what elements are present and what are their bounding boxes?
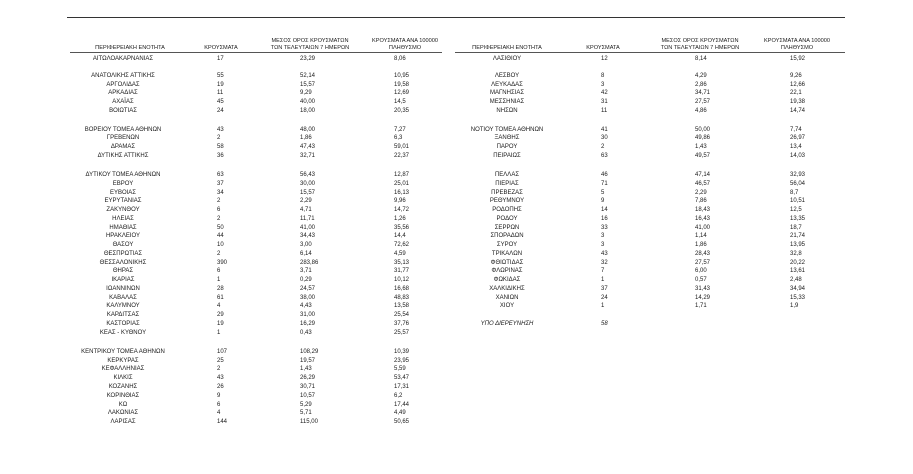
right-row-cases: 32 [601, 260, 608, 266]
left-row-per-100k: 8,06 [394, 56, 406, 62]
left-row-per-100k: 10,12 [394, 277, 410, 283]
right-row-cases: 5 [601, 190, 605, 196]
right-row-avg-7day: 7,86 [695, 198, 707, 204]
right-row-cases: 12 [601, 56, 608, 62]
left-row-avg-7day: 52,14 [300, 73, 316, 79]
left-row-avg-7day: 283,86 [300, 260, 319, 266]
left-row-per-100k: 12,87 [394, 172, 410, 178]
right-row-avg-7day: 2,29 [695, 190, 707, 196]
right-row-avg-7day: 27,57 [695, 260, 711, 266]
left-row-region: ΑΝΑΤΟΛΙΚΗΣ ΑΤΤΙΚΗΣ [91, 73, 155, 79]
left-row-per-100k: 17,31 [394, 384, 410, 390]
left-row-avg-7day: 23,29 [300, 56, 316, 62]
right-row-per-100k: 14,03 [790, 153, 806, 159]
right-row-cases: 3 [601, 242, 605, 248]
left-row-region: ΚΕΝΤΡΙΚΟΥ ΤΟΜΕΑ ΑΘΗΝΩΝ [81, 349, 165, 355]
right-row-cases: 8 [601, 73, 605, 79]
right-row-avg-7day: 1,71 [695, 303, 707, 309]
left-row-avg-7day: 5,71 [300, 410, 312, 416]
left-row-region: ΚΙΛΚΙΣ [113, 375, 133, 381]
left-row-per-100k: 13,58 [394, 303, 410, 309]
left-row-avg-7day: 1,43 [300, 366, 312, 372]
right-row-region: ΡΕΘΥΜΝΟΥ [489, 198, 525, 204]
right-row-per-100k: 1,9 [790, 303, 799, 309]
right-row-avg-7day: 2,86 [695, 82, 707, 88]
left-row-avg-7day: 24,57 [300, 286, 316, 292]
right-row-cases: 33 [601, 225, 608, 231]
left-row-region: ΚΟΖΑΝΗΣ [108, 384, 138, 390]
left-row-avg-7day: 15,57 [300, 82, 316, 88]
left-row-cases: 50 [217, 225, 224, 231]
left-row-avg-7day: 30,71 [300, 384, 316, 390]
right-row-per-100k: 19,38 [790, 99, 806, 105]
left-row-cases: 43 [217, 375, 224, 381]
right-row-avg-7day: 1,86 [695, 242, 707, 248]
left-row-cases: 34 [217, 190, 224, 196]
left-row-per-100k: 53,47 [394, 375, 410, 381]
left-row-per-100k: 23,95 [394, 358, 410, 364]
left-row-cases: 19 [217, 321, 224, 327]
left-row-cases: 11 [217, 90, 224, 96]
right-row-region: ΧΑΝΙΩΝ [495, 295, 519, 301]
left-row-region: ΛΑΡΙΣΑΣ [110, 419, 136, 425]
left-row-cases: 144 [217, 419, 228, 425]
left-row-cases: 61 [217, 295, 224, 301]
left-row-region: ΚΑΣΤΟΡΙΑΣ [106, 321, 140, 327]
right-row-cases: 24 [601, 295, 608, 301]
left-row-region: ΚΑΛΥΜΝΟΥ [106, 303, 140, 309]
right-row-per-100k: 13,35 [790, 216, 806, 222]
left-row-avg-7day: 56,43 [300, 172, 316, 178]
right-row-region: ΠΑΡΟΥ [496, 144, 518, 150]
right-row-region: ΦΛΩΡΙΝΑΣ [491, 268, 523, 274]
left-row-cases: 17 [217, 56, 224, 62]
left-row-per-100k: 7,27 [394, 127, 406, 133]
right-row-region: ΛΑΣΙΘΙΟΥ [492, 56, 522, 62]
left-row-avg-7day: 16,29 [300, 321, 316, 327]
left-row-per-100k: 10,95 [394, 73, 410, 79]
right-row-cases: 1 [601, 277, 605, 283]
left-row-avg-7day: 4,71 [300, 207, 312, 213]
left-row-cases: 1 [217, 330, 221, 336]
left-row-per-100k: 14,4 [394, 233, 406, 239]
left-row-region: ΚΕΦΑΛΛΗΝΙΑΣ [101, 366, 145, 372]
left-row-per-100k: 25,01 [394, 181, 410, 187]
left-row-per-100k: 14,5 [394, 99, 406, 105]
left-row-avg-7day: 3,00 [300, 242, 312, 248]
right-header-cases: ΚΡΟΥΣΜΑΤΑ [586, 45, 620, 51]
left-row-region: ΔΥΤΙΚΟΥ ΤΟΜΕΑ ΑΘΗΝΩΝ [85, 172, 161, 178]
right-row-avg-7day: 18,43 [695, 207, 711, 213]
left-row-avg-7day: 0,43 [300, 330, 312, 336]
left-row-avg-7day: 0,29 [300, 277, 312, 283]
right-row-region: ΠΕΛΛΑΣ [494, 172, 520, 178]
left-row-region: ΔΥΤΙΚΗΣ ΑΤΤΙΚΗΣ [97, 153, 149, 159]
left-row-avg-7day: 31,00 [300, 312, 316, 318]
right-row-region: ΣΠΟΡΑΔΩΝ [490, 233, 524, 239]
right-row-cases: 2 [601, 144, 605, 150]
right-header-per-line1: ΚΡΟΥΣΜΑΤΑ ΑΝΑ 100000 [764, 38, 830, 44]
left-row-cases: 63 [217, 172, 224, 178]
right-row-cases: 58 [601, 321, 608, 327]
left-row-region: ΑΙΤΩΛΟΑΚΑΡΝΑΝΙΑΣ [92, 56, 154, 62]
left-row-region: ΕΥΒΟΙΑΣ [109, 190, 137, 196]
left-row-region: ΘΕΣΠΡΩΤΙΑΣ [103, 251, 143, 257]
right-row-per-100k: 13,95 [790, 242, 806, 248]
right-row-avg-7day: 1,43 [695, 144, 707, 150]
left-row-avg-7day: 10,57 [300, 393, 316, 399]
left-row-cases: 43 [217, 127, 224, 133]
left-row-region: ΚΑΒΑΛΑΣ [109, 295, 137, 301]
left-header-rule [70, 52, 442, 53]
left-row-avg-7day: 34,43 [300, 233, 316, 239]
right-row-per-100k: 7,74 [790, 127, 802, 133]
right-row-per-100k: 2,48 [790, 277, 802, 283]
left-row-per-100k: 37,76 [394, 321, 410, 327]
left-row-per-100k: 35,13 [394, 260, 410, 266]
left-row-cases: 10 [217, 242, 224, 248]
left-row-cases: 6 [217, 207, 221, 213]
right-row-region: ΤΡΙΚΑΛΩΝ [491, 251, 523, 257]
right-row-avg-7day: 1,14 [695, 233, 707, 239]
right-row-cases: 1 [601, 303, 605, 309]
left-row-region: ΚΕΑΣ - ΚΥΘΝΟΥ [99, 330, 147, 336]
left-row-avg-7day: 26,29 [300, 375, 316, 381]
left-row-avg-7day: 1,86 [300, 135, 312, 141]
right-row-avg-7day: 16,43 [695, 216, 711, 222]
left-row-region: ΕΥΡΥΤΑΝΙΑΣ [104, 198, 142, 204]
left-row-cases: 2 [217, 135, 221, 141]
right-row-cases: 31 [601, 99, 608, 105]
left-row-per-100k: 10,39 [394, 349, 410, 355]
right-row-per-100k: 13,61 [790, 268, 806, 274]
left-row-region: ΑΡΓΟΛΙΔΑΣ [106, 82, 140, 88]
right-row-avg-7day: 4,29 [695, 73, 707, 79]
left-row-region: ΚΕΡΚΥΡΑΣ [107, 358, 139, 364]
right-row-avg-7day: 49,57 [695, 153, 711, 159]
left-row-per-100k: 20,35 [394, 108, 410, 114]
right-row-per-100k: 18,7 [790, 225, 802, 231]
left-row-region: ΒΟΡΕΙΟΥ ΤΟΜΕΑ ΑΘΗΝΩΝ [84, 127, 162, 133]
left-row-cases: 37 [217, 181, 224, 187]
left-row-per-100k: 16,68 [394, 286, 410, 292]
left-row-avg-7day: 6,14 [300, 251, 312, 257]
left-row-avg-7day: 19,57 [300, 358, 316, 364]
left-row-region: ΘΕΣΣΑΛΟΝΙΚΗΣ [99, 260, 147, 266]
right-row-region: ΠΙΕΡΙΑΣ [495, 181, 519, 187]
left-row-per-100k: 59,01 [394, 144, 410, 150]
right-row-avg-7day: 27,57 [695, 99, 711, 105]
left-row-avg-7day: 38,00 [300, 295, 316, 301]
left-row-per-100k: 5,59 [394, 366, 406, 372]
right-row-avg-7day: 31,43 [695, 286, 711, 292]
left-row-cases: 19 [217, 82, 224, 88]
left-row-avg-7day: 48,00 [300, 127, 316, 133]
right-header-avg-line1: ΜΕΣΟΣ ΟΡΟΣ ΚΡΟΥΣΜΑΤΩΝ [661, 38, 739, 44]
left-row-region: ΘΗΡΑΣ [112, 268, 134, 274]
left-header-per-line1: ΚΡΟΥΣΜΑΤΑ ΑΝΑ 100000 [372, 38, 438, 44]
left-row-avg-7day: 41,00 [300, 225, 316, 231]
left-row-avg-7day: 108,29 [300, 349, 319, 355]
right-row-avg-7day: 0,57 [695, 277, 707, 283]
left-row-region: ΚΩ [118, 402, 128, 408]
left-row-cases: 4 [217, 410, 221, 416]
left-row-avg-7day: 30,00 [300, 181, 316, 187]
right-row-region: ΛΕΥΚΑΔΑΣ [491, 82, 523, 88]
right-header-per-line2: ΠΛΗΘΥΣΜΟ [780, 45, 814, 51]
left-row-avg-7day: 9,29 [300, 90, 312, 96]
left-row-avg-7day: 47,43 [300, 144, 316, 150]
right-row-cases: 71 [601, 181, 608, 187]
right-row-region: ΝΟΤΙΟΥ ΤΟΜΕΑ ΑΘΗΝΩΝ [470, 127, 544, 133]
left-row-cases: 28 [217, 286, 224, 292]
left-row-region: ΓΡΕΒΕΝΩΝ [106, 135, 140, 141]
left-row-region: ΖΑΚΥΝΘΟΥ [106, 207, 140, 213]
right-row-cases: 14 [601, 207, 608, 213]
left-row-cases: 58 [217, 144, 224, 150]
right-row-cases: 9 [601, 198, 605, 204]
right-row-per-100k: 26,97 [790, 135, 806, 141]
right-row-region: ΧΑΛΚΙΔΙΚΗΣ [489, 286, 525, 292]
left-row-per-100k: 17,44 [394, 402, 410, 408]
left-header-avg-line1: ΜΕΣΟΣ ΟΡΟΣ ΚΡΟΥΣΜΑΤΩΝ [271, 38, 349, 44]
left-row-cases: 6 [217, 402, 221, 408]
right-row-region: ΡΟΔΟΠΗΣ [492, 207, 522, 213]
left-row-per-100k: 50,65 [394, 419, 410, 425]
left-row-avg-7day: 115,00 [300, 419, 318, 425]
right-row-per-100k: 13,4 [790, 144, 802, 150]
left-row-per-100k: 25,57 [394, 330, 410, 336]
right-row-per-100k: 12,66 [790, 82, 806, 88]
right-row-cases: 3 [601, 82, 605, 88]
top-rule [67, 17, 845, 18]
right-row-cases: 16 [601, 216, 608, 222]
right-row-cases: 3 [601, 233, 605, 239]
left-row-cases: 107 [217, 349, 228, 355]
left-row-per-100k: 35,56 [394, 225, 410, 231]
left-row-per-100k: 12,69 [394, 90, 410, 96]
left-row-cases: 26 [217, 384, 224, 390]
right-row-per-100k: 12,5 [790, 207, 802, 213]
right-row-cases: 43 [601, 251, 608, 257]
left-row-avg-7day: 11,71 [300, 216, 315, 222]
left-row-cases: 1 [217, 277, 221, 283]
left-row-avg-7day: 15,57 [300, 190, 316, 196]
left-row-per-100k: 25,54 [394, 312, 410, 318]
right-row-region: ΠΕΙΡΑΙΩΣ [493, 153, 521, 159]
right-row-per-100k: 32,93 [790, 172, 806, 178]
right-row-cases: 41 [601, 127, 608, 133]
left-row-region: ΘΑΣΟΥ [112, 242, 134, 248]
left-row-cases: 390 [217, 260, 228, 266]
left-row-cases: 2 [217, 366, 221, 372]
left-row-region: ΔΡΑΜΑΣ [110, 144, 136, 150]
left-row-region: ΗΡΑΚΛΕΙΟΥ [105, 233, 141, 239]
right-row-region: ΥΠΟ ΔΙΕΡΕΥΝΗΣΗ [480, 321, 534, 327]
left-row-per-100k: 6,3 [394, 135, 403, 141]
right-row-cases: 37 [601, 286, 608, 292]
right-row-avg-7day: 28,43 [695, 251, 711, 257]
left-row-avg-7day: 32,71 [300, 153, 316, 159]
left-row-region: ΚΑΡΔΙΤΣΑΣ [106, 312, 140, 318]
left-row-region: ΕΒΡΟΥ [112, 181, 134, 187]
right-row-avg-7day: 14,29 [695, 295, 711, 301]
right-row-per-100k: 14,74 [790, 108, 806, 114]
right-row-per-100k: 10,51 [790, 198, 806, 204]
right-row-region: ΜΕΣΣΗΝΙΑΣ [489, 99, 525, 105]
left-row-cases: 36 [217, 153, 224, 159]
right-row-region: ΠΡΕΒΕΖΑΣ [491, 190, 523, 196]
right-row-per-100k: 15,33 [790, 295, 806, 301]
left-row-per-100k: 6,2 [394, 393, 403, 399]
right-row-per-100k: 32,8 [790, 251, 802, 257]
left-row-region: ΗΛΕΙΑΣ [112, 216, 134, 222]
left-row-cases: 2 [217, 198, 221, 204]
right-row-per-100k: 8,7 [790, 190, 799, 196]
right-row-per-100k: 15,92 [790, 56, 806, 62]
right-row-region: ΣΕΡΡΩΝ [494, 225, 520, 231]
right-row-region: ΣΥΡΟΥ [496, 242, 518, 248]
left-row-region: ΑΧΑΪΑΣ [112, 99, 134, 105]
left-row-avg-7day: 3,71 [300, 268, 312, 274]
left-row-cases: 55 [217, 73, 224, 79]
left-row-region: ΙΚΑΡΙΑΣ [111, 277, 135, 283]
right-row-avg-7day: 6,00 [695, 268, 707, 274]
right-row-region: ΧΙΟΥ [499, 303, 515, 309]
left-row-cases: 4 [217, 303, 221, 309]
left-row-avg-7day: 5,29 [300, 402, 312, 408]
left-row-per-100k: 4,49 [394, 410, 406, 416]
right-row-per-100k: 21,74 [790, 233, 806, 239]
right-row-region: ΦΘΙΩΤΙΔΑΣ [490, 260, 524, 266]
left-row-avg-7day: 40,00 [300, 99, 316, 105]
left-row-cases: 44 [217, 233, 224, 239]
left-row-per-100k: 1,26 [394, 216, 406, 222]
right-row-cases: 30 [601, 135, 608, 141]
left-header-region: ΠΕΡΙΦΕΡΕΙΑΚΗ ΕΝΟΤΗΤΑ [95, 45, 165, 51]
left-row-region: ΚΟΡΙΝΘΙΑΣ [106, 393, 140, 399]
right-row-region: ΜΑΓΝΗΣΙΑΣ [489, 90, 525, 96]
right-row-avg-7day: 8,14 [695, 56, 707, 62]
right-row-cases: 42 [601, 90, 608, 96]
right-header-region: ΠΕΡΙΦΕΡΕΙΑΚΗ ΕΝΟΤΗΤΑ [472, 45, 542, 51]
right-row-region: ΡΟΔΟΥ [496, 216, 518, 222]
left-row-cases: 2 [217, 216, 221, 222]
left-row-per-100k: 4,59 [394, 251, 406, 257]
left-row-avg-7day: 4,43 [300, 303, 312, 309]
left-row-cases: 6 [217, 268, 221, 274]
right-row-region: ΞΑΝΘΗΣ [494, 135, 520, 141]
left-row-avg-7day: 18,00 [300, 108, 316, 114]
left-row-cases: 2 [217, 251, 221, 257]
left-row-per-100k: 48,83 [394, 295, 410, 301]
right-row-per-100k: 20,22 [790, 260, 806, 266]
left-header-cases: ΚΡΟΥΣΜΑΤΑ [204, 45, 238, 51]
left-row-per-100k: 31,77 [394, 268, 410, 274]
left-row-region: ΗΜΑΘΙΑΣ [109, 225, 137, 231]
left-row-cases: 29 [217, 312, 224, 318]
right-row-avg-7day: 50,00 [695, 127, 711, 133]
left-row-per-100k: 19,58 [394, 82, 410, 88]
left-row-per-100k: 9,96 [394, 198, 406, 204]
right-row-avg-7day: 46,57 [695, 181, 711, 187]
left-row-per-100k: 14,72 [394, 207, 410, 213]
left-row-per-100k: 16,13 [394, 190, 410, 196]
right-row-region: ΝΗΣΩΝ [496, 108, 518, 114]
left-row-cases: 25 [217, 358, 224, 364]
right-row-cases: 63 [601, 153, 608, 159]
left-row-region: ΑΡΚΑΔΙΑΣ [108, 90, 138, 96]
right-row-avg-7day: 4,86 [695, 108, 707, 114]
left-row-per-100k: 72,62 [394, 242, 410, 248]
right-row-per-100k: 9,26 [790, 73, 802, 79]
right-row-per-100k: 56,04 [790, 181, 806, 187]
right-row-cases: 46 [601, 172, 608, 178]
right-row-per-100k: 34,94 [790, 286, 806, 292]
right-row-cases: 11 [601, 108, 608, 114]
left-row-avg-7day: 2,29 [300, 198, 312, 204]
right-row-region: ΦΩΚΙΔΑΣ [493, 277, 521, 283]
right-row-per-100k: 22,1 [790, 90, 802, 96]
right-header-avg-line2: ΤΩΝ ΤΕΛΕΥΤΑΙΩΝ 7 ΗΜΕΡΩΝ [660, 45, 740, 51]
right-row-cases: 7 [601, 268, 605, 274]
right-row-avg-7day: 41,00 [695, 225, 711, 231]
right-row-avg-7day: 34,71 [695, 90, 711, 96]
left-row-region: ΙΩΑΝΝΙΝΩΝ [106, 286, 140, 292]
left-row-region: ΛΑΚΩΝΙΑΣ [107, 410, 139, 416]
right-row-avg-7day: 47,14 [695, 172, 711, 178]
left-row-region: ΒΟΙΩΤΙΑΣ [109, 108, 137, 114]
right-row-avg-7day: 49,86 [695, 135, 711, 141]
right-header-rule [455, 52, 845, 53]
left-row-cases: 45 [217, 99, 224, 105]
left-row-cases: 24 [217, 108, 224, 114]
left-row-per-100k: 22,37 [394, 153, 410, 159]
left-row-cases: 9 [217, 393, 221, 399]
left-header-per-line2: ΠΛΗΘΥΣΜΟ [388, 45, 422, 51]
left-header-avg-line2: ΤΩΝ ΤΕΛΕΥΤΑΙΩΝ 7 ΗΜΕΡΩΝ [270, 45, 350, 51]
right-row-region: ΛΕΣΒΟΥ [494, 73, 520, 79]
